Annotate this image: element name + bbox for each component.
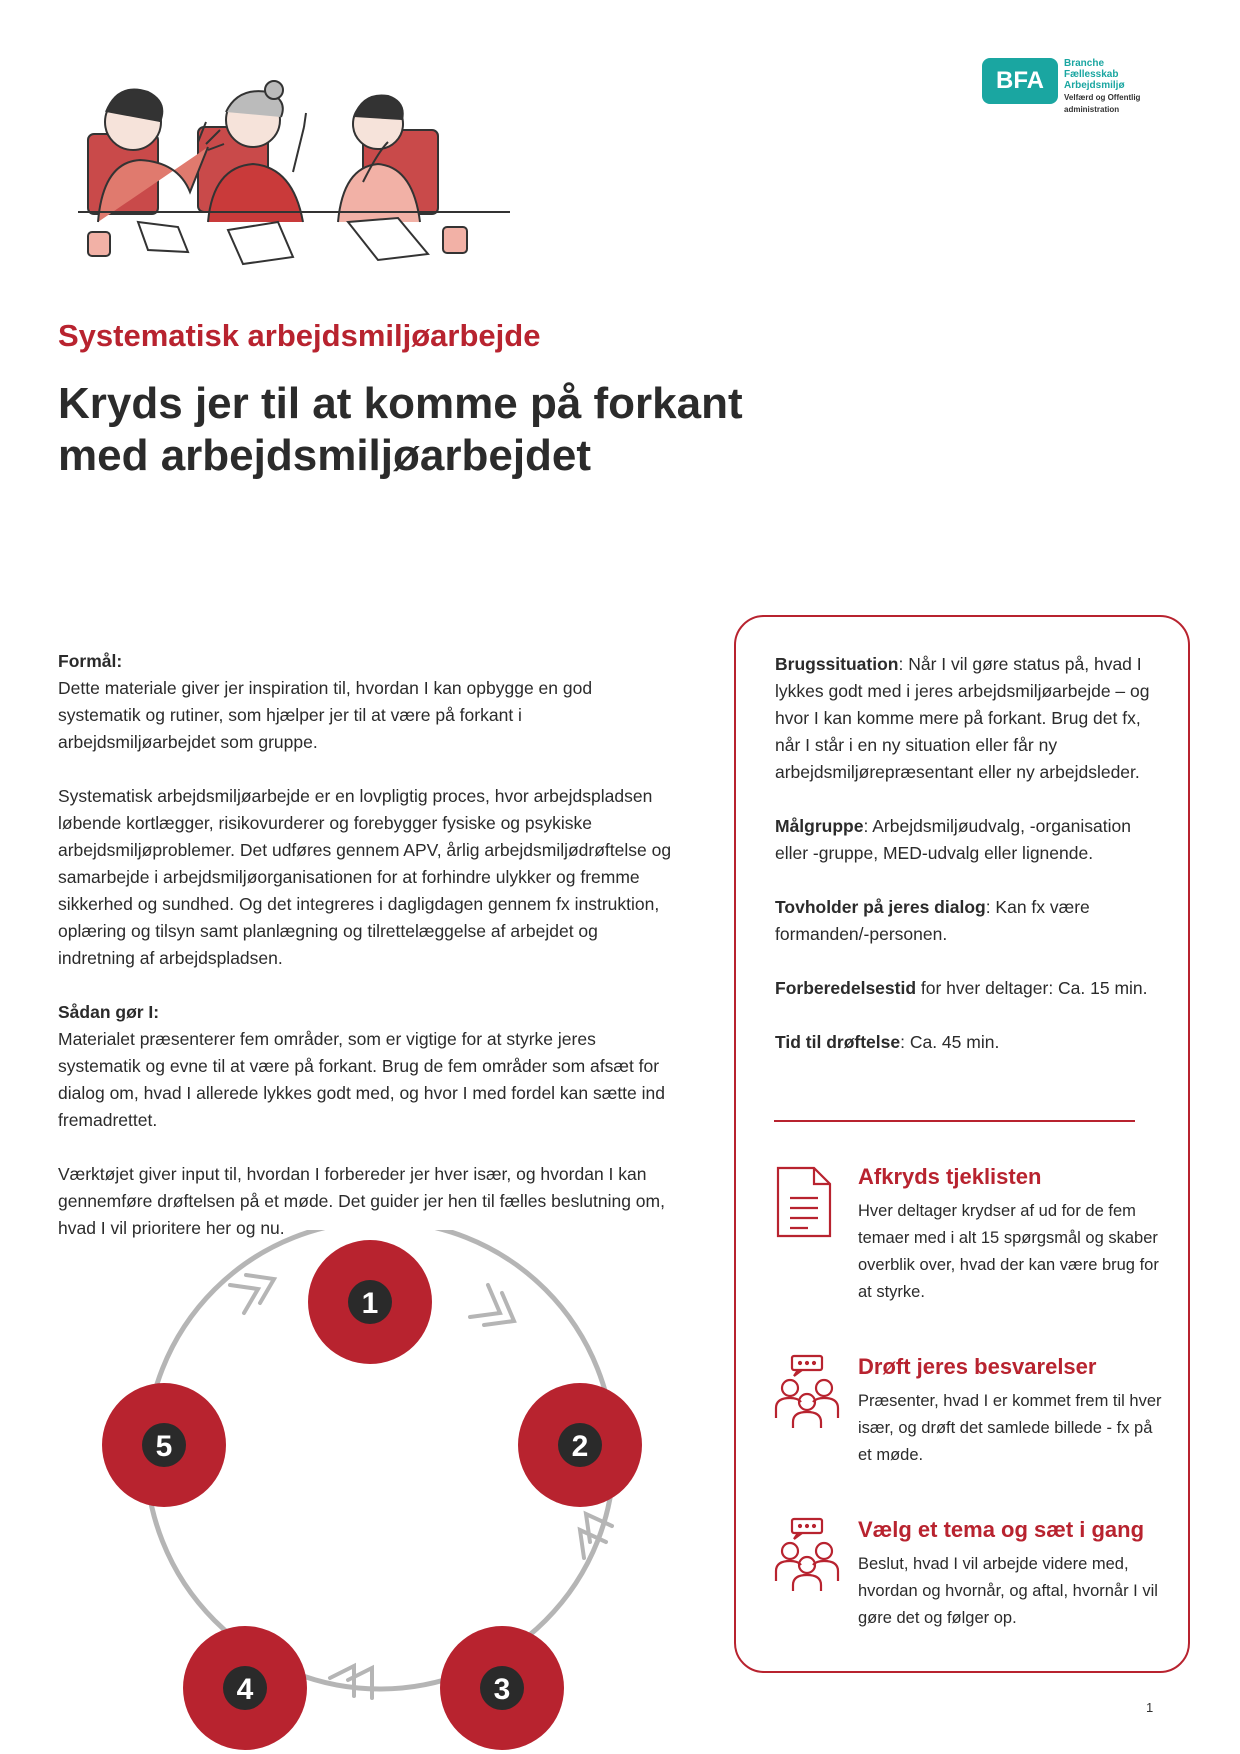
document-icon	[774, 1164, 840, 1240]
page-title-line-2: med arbejdsmiljøarbejdet	[58, 431, 592, 480]
page-title-line-1: Kryds jer til at komme på forkant	[58, 379, 743, 428]
page-number: 1	[1146, 1700, 1154, 1715]
prep-label: Forberedelsestid	[775, 978, 917, 998]
purpose-heading: Formål:	[58, 651, 123, 671]
group-dialog-icon	[774, 1517, 840, 1593]
step-checklist-title: Afkryds tjeklisten	[858, 1164, 1042, 1189]
cycle-node-5	[102, 1383, 226, 1507]
time-item	[775, 1029, 1165, 1056]
logo-line-2: Fællesskab	[1064, 69, 1119, 80]
logo-mark: BFA	[982, 58, 1058, 104]
cycle-node-4	[183, 1626, 307, 1750]
host-item	[775, 894, 1165, 948]
cycle-number-3: 3	[493, 1673, 511, 1706]
how-heading: Sådan gør I:	[58, 1002, 160, 1022]
cycle-number-4: 4	[236, 1673, 254, 1706]
step-choose-text: Beslut, hvad I vil arbejde videre med, hvordan og hvornår, og aftal, hvornår I vil gøre det og følger op.	[858, 1555, 1158, 1627]
divider	[774, 1120, 1135, 1122]
cycle-diagram	[90, 1230, 670, 1754]
usage-text: : Når I vil gøre status på, hvad I lykkes godt med i jeres arbejdsmiljøarbejde – og hvor I kan komme mere på forkant. Brug det fx, når I står i en ny situation eller får ny arbejdsmiljørepræsentant eller ny arbejdsleder.	[775, 654, 1150, 782]
step-choose-title: Vælg et tema og sæt i gang	[858, 1517, 1145, 1542]
logo-line-1: Branche	[1064, 58, 1105, 69]
cycle-node-3	[440, 1626, 564, 1750]
target-label: Målgruppe	[775, 816, 864, 836]
cycle-number-2: 2	[571, 1430, 589, 1463]
cycle-number-5: 5	[155, 1430, 173, 1463]
meeting-illustration	[78, 72, 568, 286]
cycle-number-1: 1	[361, 1287, 379, 1320]
tool-paragraph: Værktøjet giver input til, hvordan I forbereder jer hver især, og hvordan I kan gennemføre drøftelsen på et møde. Det guider jer hen til fælles beslutning om, hvad I vil prioritere her og nu.	[58, 1164, 665, 1238]
logo-line-3: Arbejdsmiljø	[1064, 80, 1125, 91]
target-text: : Arbejdsmiljøudvalg, -organisation eller -gruppe, MED-udvalg eller lignende.	[775, 816, 1131, 863]
purpose-section	[58, 648, 678, 756]
intro-text	[58, 648, 678, 1269]
time-text: : Ca. 45 min.	[900, 1032, 1000, 1052]
usage-item	[775, 651, 1165, 786]
target-item	[775, 813, 1165, 867]
cycle-node-1	[308, 1240, 432, 1364]
info-box-details	[775, 651, 1165, 1083]
step-discuss-text: Præsenter, hvad I er kommet frem til hver især, og drøft det samlede billede - fx på et møde.	[858, 1392, 1162, 1464]
bfa-logo	[982, 58, 1192, 114]
how-section	[58, 999, 678, 1134]
prep-text: for hver deltager: Ca. 15 min.	[916, 978, 1148, 998]
host-text: : Kan fx være formanden/-personen.	[775, 897, 1090, 944]
cycle-node-2	[518, 1383, 642, 1507]
group-dialog-icon	[774, 1354, 840, 1430]
host-label: Tovholder på jeres dialog	[775, 897, 986, 917]
description-paragraph: Systematisk arbejdsmiljøarbejde er en lovpligtig proces, hvor arbejdspladsen løbende kortlægger, risikovurderer og forebygger fysiske og psykiske arbejdsmiljøproblemer. Det udføres gennem APV, årlig arbejdsmiljødrøftelse og samarbejde i arbejdsmiljøorganisationen for at forhindre ulykker og fremme sikkerhed og sundhed. Og det integreres i dagligdagen gennem fx instruktion, oplæring og tilsyn samt planlægning og tilrettelæggelse af arbejdet og indretning af arbejdspladsen.	[58, 786, 672, 968]
prep-item	[775, 975, 1165, 1002]
purpose-text: Dette materiale giver jer inspiration til, hvordan I kan opbygge en god systematik og rutiner, som hjælper jer til at være på forkant i arbejdsmiljøarbejdet som gruppe.	[58, 678, 593, 752]
how-text: Materialet præsenterer fem områder, som er vigtige for at styrke jeres systematik og evne til at være på forkant. Brug de fem områder som afsæt for dialog om, hvad I allerede lykkes godt med, og hvor I med fordel kan sætte ind fremadrettet.	[58, 1029, 665, 1130]
step-checklist-text: Hver deltager krydser af ud for de fem temaer med i alt 15 spørgsmål og skaber overblik over, hvad der kan være brug for at styrke.	[858, 1202, 1159, 1301]
usage-label: Brugssituation	[775, 654, 899, 674]
page-title	[58, 378, 778, 482]
page-subtitle: Systematisk arbejdsmiljøarbejde	[58, 318, 541, 353]
time-label: Tid til drøftelse	[775, 1032, 901, 1052]
step-discuss-title: Drøft jeres besvarelser	[858, 1354, 1097, 1379]
logo-line-4: Velfærd og Offentlig administration	[1064, 93, 1141, 114]
